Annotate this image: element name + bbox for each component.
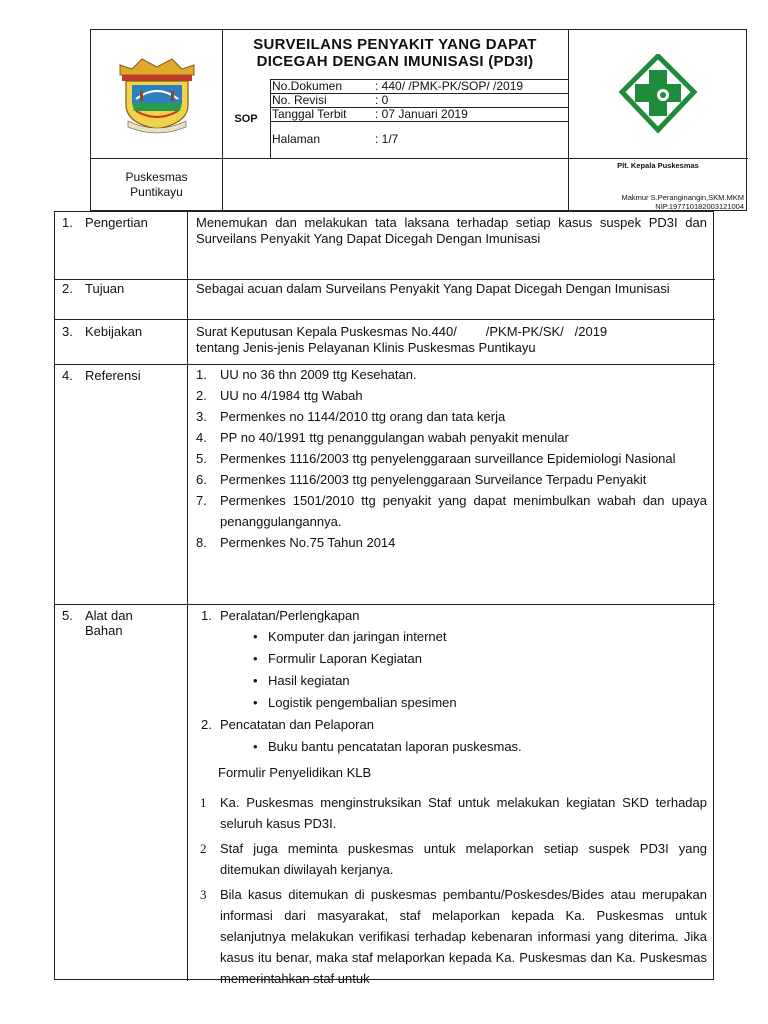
list-item: 4. PP no 40/1991 ttg penanggulangan wabah penyakit menular [196,430,569,445]
list-item: 7. Permenkes 1501/2010 ttg penyakit yang dapat menimbulkan wabah dan upaya penanggulangannya. [196,493,707,529]
alat-bahan-content [196,605,707,989]
bullet-item: • Buku bantu pencatatan laporan puskesmas. [196,736,707,758]
list-item: 8. Permenkes No.75 Tahun 2014 [196,535,396,550]
sop-content-table [54,211,714,986]
section-label-alat-bahan: 5. Alat dan Bahan [62,608,133,638]
list-item: 6. Permenkes 1116/2003 ttg penyelenggaraan Surveilance Terpadu Penyakit [196,472,647,487]
step-item: 3 Bila kasus ditemukan di puskesmas pembantu/Poskesdes/Bides atau merupakan informasi dari masyarakat, staf melaporkan kepada Ka. Puskesmas untuk selanjutnya melakukan verifikasi terhadap kebenaran informasi yang diterima. Jika kasus itu benar, maka staf melaporkan kepada Ka. Puskesmas dan Ka. Puskesmas memerintahkan staf untuk [200,887,707,986]
meta-row-revisi: No. Revisi : 0 [272,93,389,107]
section-label-kebijakan: 3. Kebijakan [62,324,143,339]
list-item: 1. UU no 36 thn 2009 ttg Kesehatan. [196,367,417,382]
section-text-kebijakan: Surat Keputusan Kepala Puskesmas No.440/ /PKM-PK/SK/ /2019 tentang Jenis-jenis Pelayanan Klinis Puskesmas Puntikayu [196,324,608,355]
document-header [90,29,747,211]
signature-block [568,158,748,212]
meta-row-tanggal: Tanggal Terbit : 07 Januari 2019 [272,107,468,121]
form-title: Formulir Penyelidikan KLB [218,765,372,780]
step-item: 1 Ka. Puskesmas menginstruksikan Staf untuk melakukan kegiatan SKD terhadap seluruh kasus PD3I. [200,795,707,831]
referensi-list [196,364,707,553]
regency-emblem-logo [91,30,222,158]
section-label-tujuan: 2. Tujuan [62,281,125,296]
meta-row-dokumen: No.Dokumen : 440/ /PMK-PK/SOP/ /2019 [272,79,524,93]
list-item: 1. Peralatan/Perlengkapan [201,608,360,623]
meta-row-halaman: Halaman : 1/7 [272,132,399,146]
puskesmas-name: Puskesmas Puntikayu [125,170,188,199]
document-meta [270,79,568,158]
signer-details: Makmur S.Peranginangin,SKM.MKM NIP.197710182003121004 [621,193,744,211]
step-item: 2 Staf juga meminta puskesmas untuk melaporkan setiap suspek PD3I yang ditemukan diwilayah kerjanya. [200,841,707,877]
document-title: SURVEILANS PENYAKIT YANG DAPAT DICEGAH DENGAN IMUNISASI (PD3I) [253,36,537,70]
bullet-item: • Formulir Laporan Kegiatan [196,648,707,670]
section-label-pengertian: 1. Pengertian [62,215,148,230]
bullet-item: • Logistik pengembalian spesimen [196,692,707,714]
sop-label: SOP [234,112,258,125]
section-text-pengertian: Menemukan dan melakukan tata laksana terhadap setiap kasus suspek PD3I dan Surveilans Penyakit Yang Dapat Dicegah Dengan Imunisasi [196,215,707,246]
list-item: 2. UU no 4/1984 ttg Wabah [196,388,363,403]
list-item: 5. Permenkes 1116/2003 ttg penyelenggaraan surveillance Epidemiologi Nasional [196,451,676,466]
bullet-item: • Komputer dan jaringan internet [196,626,707,648]
list-item: 2. Pencatatan dan Pelaporan [201,717,374,732]
bullet-item: • Hasil kegiatan [196,670,707,692]
list-item: 3. Permenkes no 1144/2010 ttg orang dan tata kerja [196,409,506,424]
puskesmas-cross-logo [568,30,748,158]
section-text-tujuan: Sebagai acuan dalam Surveilans Penyakit Yang Dapat Dicegah Dengan Imunisasi [196,281,670,296]
section-label-referensi: 4. Referensi [62,368,141,383]
signer-role: Plt. Kepala Puskesmas [617,161,699,170]
